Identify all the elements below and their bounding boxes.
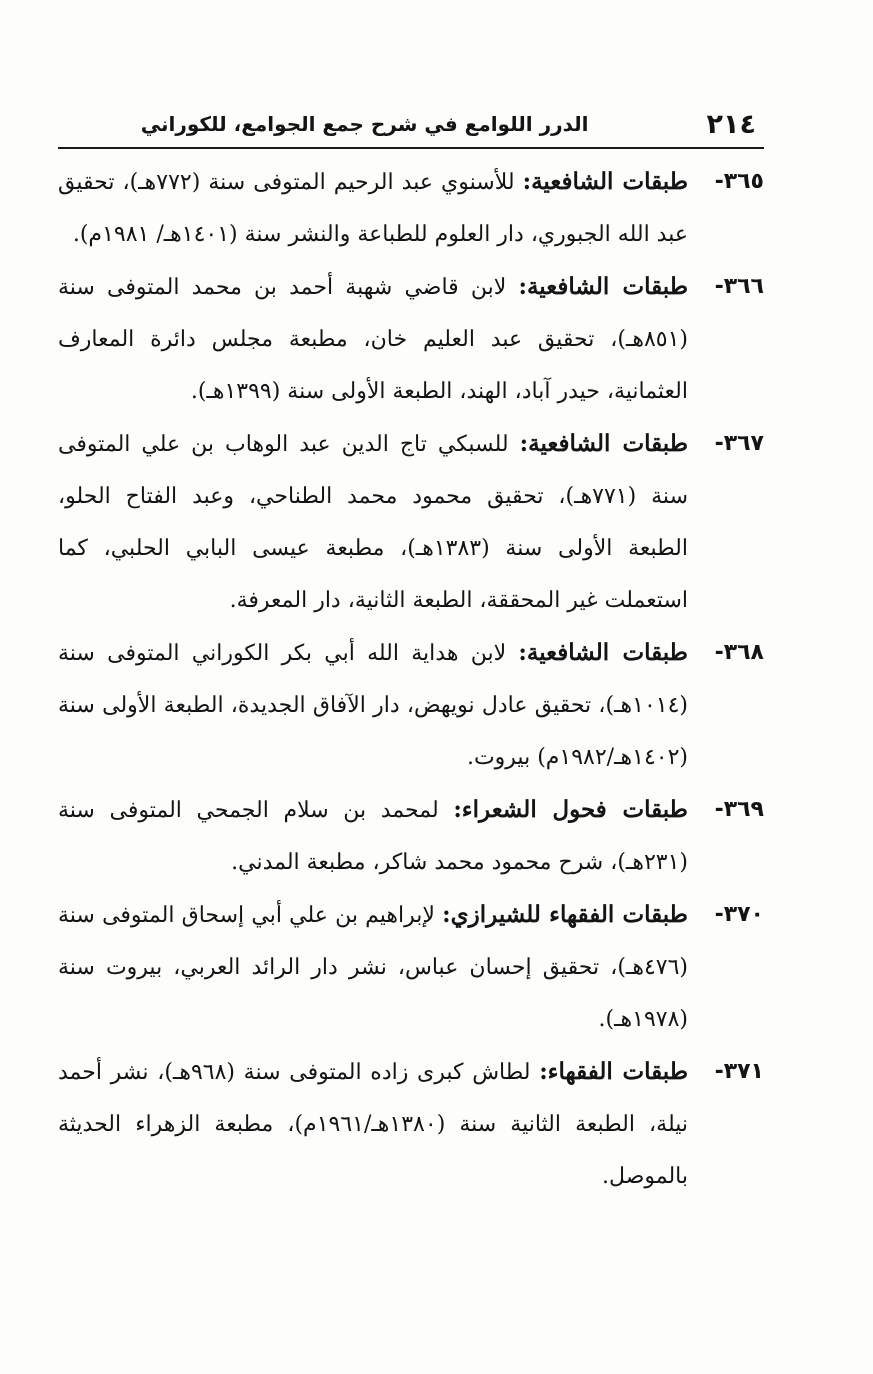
entry-number: ٣٦٥- (714, 169, 764, 194)
entry-text: لطاش كبرى زاده المتوفى سنة (٩٦٨هـ)، نشر أحمد نيلة، الطبعة الثانية سنة (١٣٨٠هـ/١٩٦١م)، مطبعة الزهراء الحديثة بالموصل. (58, 1060, 688, 1189)
entry-title: طبقات الشافعية: (522, 168, 689, 195)
entry-title: طبقات الفقهاء للشيرازي: (442, 901, 688, 928)
entry-number: ٣٦٦- (714, 274, 764, 299)
bibliography-list (58, 156, 764, 1203)
entry-text: لإبراهيم بن علي أبي إسحاق المتوفى سنة (٤٧٦هـ)، تحقيق إحسان عباس، نشر دار الرائد العربي، بيروت سنة (١٩٧٨هـ). (58, 903, 688, 1032)
entry-text: للسبكي تاج الدين عبد الوهاب بن علي المتوفى سنة (٧٧١هـ)، تحقيق محمود محمد الطناحي، وعبد الفتاح الحلو، الطبعة الأولى سنة (١٣٨٣هـ)، مطبعة عيسى البابي الحلبي، كما استعملت غير المحققة، الطبعة الثانية، دار المعرفة. (58, 432, 688, 613)
entry-title: طبقات فحول الشعراء: (453, 796, 688, 823)
bibliography-entry-368 (58, 627, 764, 784)
entry-number: ٣٦٧- (714, 431, 764, 456)
entry-number: ٣٦٩- (714, 797, 764, 822)
entry-number: ٣٧٠- (714, 902, 764, 927)
entry-text: لمحمد بن سلام الجمحي المتوفى سنة (٢٣١هـ)، شرح محمود محمد شاكر، مطبعة المدني. (58, 798, 688, 875)
bibliography-entry-371 (58, 1046, 764, 1203)
bibliography-entry-370 (58, 889, 764, 1046)
bibliography-entry-367 (58, 418, 764, 627)
header-rule (58, 147, 764, 149)
bibliography-entry-365 (58, 156, 764, 261)
entry-title: طبقات الشافعية: (518, 639, 688, 666)
entry-text: للأسنوي عبد الرحيم المتوفى سنة (٧٧٢هـ)، تحقيق عبد الله الجبوري، دار العلوم للطباعة والنشر سنة (١٤٠١هـ/ ١٩٨١م). (58, 170, 688, 247)
entry-number: ٣٦٨- (714, 640, 764, 665)
page-number: ٢١٤ (706, 108, 756, 140)
running-title: الدرر اللوامع في شرح جمع الجوامع، للكوراني (140, 112, 589, 136)
entry-title: طبقات الشافعية: (518, 273, 688, 300)
page-header (58, 104, 764, 144)
entry-title: طبقات الشافعية: (519, 430, 689, 457)
bibliography-entry-366 (58, 261, 764, 418)
entry-text: لابن قاضي شهبة أحمد بن محمد المتوفى سنة (٨٥١هـ)، تحقيق عبد العليم خان، مطبعة مجلس دائرة المعارف العثمانية، حيدر آباد، الهند، الطبعة الأولى سنة (١٣٩٩هـ). (58, 275, 688, 404)
entry-title: طبقات الفقهاء: (539, 1058, 689, 1085)
bibliography-entry-369 (58, 784, 764, 889)
entry-number: ٣٧١- (714, 1059, 764, 1084)
entry-text: لابن هداية الله أبي بكر الكوراني المتوفى سنة (١٠١٤هـ)، تحقيق عادل نويهض، دار الآفاق الجديدة، الطبعة الأولى سنة (١٤٠٢هـ/١٩٨٢م) بيروت. (58, 641, 688, 770)
